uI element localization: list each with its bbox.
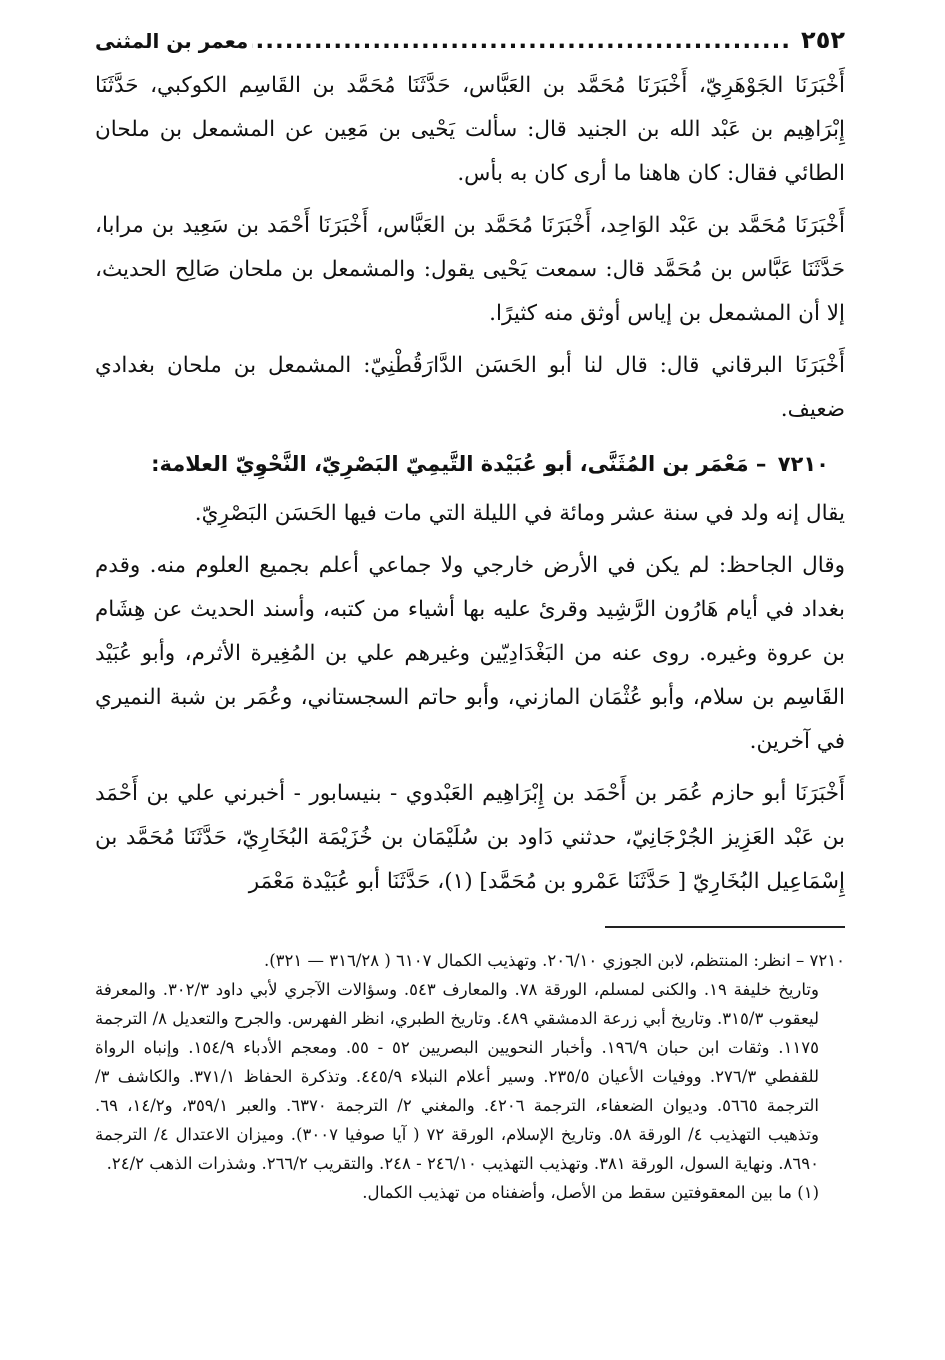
entry-title: مَعْمَر بن المُثَنَّى، أبو عُبَيْدة التَّيمِيّ البَصْرِيّ، النَّحْوِيّ العلامة: [151, 452, 749, 476]
paragraph: يقال إنه ولد في سنة عشر ومائة في الليلة التي مات فيها الحَسَن البَصْرِيّ. [194, 501, 845, 526]
document-page [95, 26, 845, 1207]
paragraph: أَخْبَرَنَا الجَوْهَرِيّ، أَخْبَرَنَا مُحَمَّد بن العَبَّاس، حَدَّثَنَا مُحَمَّد بن القَاسِم الكوكبي، حَدَّثَنَا إِبْرَاهِيم بن عَبْد الله بن الجنيد قال: سألت يَحْيى بن مَعِين عن المشمعل بن ملحان الطائي فقال: كان هاهنا ما أرى كان به بأس. [95, 73, 845, 186]
paragraph: وقال الجاحظ: لم يكن في الأرض خارجي ولا جماعي أعلم بجميع العلوم منه. وقدم بغداد في أيام هَارُون الرَّشِيد وقرئ عليه بها أشياء من كتبه، وأسند الحديث عن هِشَام بن عروة وغيره. روى عنه من البَغْدَادِيّين وغيرهم علي بن المُغِيرة الأثرم، وأبو عُبَيْد القَاسِم بن سلام، وأبو عُثْمَان المازني، وأبو حاتم السجستاني، وعُمَر بن شبة النميري في آخرين. [95, 553, 845, 754]
footnote-note-1: (١) ما بين المعقوفتين سقط من الأصل، وأضفناه من تهذيب الكمال. [362, 1183, 819, 1202]
paragraph: أَخْبَرَنَا البرقاني قال: قال لنا أبو الحَسَن الدَّارَقُطْنِيّ: المشمعل بن ملحان بغدادي ضعيف. [95, 353, 845, 422]
footnote-entry-sources: وتاريخ خليفة ١٩. والكنى لمسلم، الورقة ٧٨. والمعارف ٥٤٣. وسؤالات الآجري لأبي داود ٣٠٢/٣. والمعرفة ليعقوب ٣١٥/٣. وتاريخ أبي زرعة الدمشقي ٤٨٩. وتاريخ الطبري، انظر الفهرس. والجرح والتعديل ٨/ الترجمة ١١٧٥. وثقات ابن حبان ١٩٦/٩. وأخبار النحويين البصريين ٥٢ - ٥٥. ومعجم الأدباء ١٥٤/٩. وإنباه الرواة للقفطي ٢٧٦/٣. ووفيات الأعيان ٢٣٥/٥. وسير أعلام النبلاء ٤٤٥/٩. وتذكرة الحفاظ ٣٧١/١. والكاشف ٣/ الترجمة ٥٦٦٥. وديوان الضعفاء، الترجمة ٤٢٠٦. والمغني ٢/ الترجمة ٦٣٧٠. والعبر ٣٥٩/١، و١٤/٢، ٦٩. وتذهيب التهذيب ٤/ الورقة ٥٨. وتاريخ الإسلام، الورقة ٧٢ ( آيا صوفيا ٣٠٠٧). وميزان الاعتدال ٤/ الترجمة ٨٦٩٠. ونهاية السول، الورقة ٣٨١. وتهذيب التهذيب ٢٤٦/١٠ - ٢٤٨. والتقريب ٢٦٦/٢. وشذرات الذهب ٢٤/٢. [95, 980, 820, 1173]
leader-dots [252, 28, 791, 54]
page-number: ٢٥٢ [801, 26, 845, 54]
entry-number: ٧٢١٠ [777, 452, 829, 476]
footnotes [95, 946, 845, 1207]
footnote-entry-first-line: ٧٢١٠ – انظر: المنتظم، لابن الجوزي ٢٠٦/١٠. وتهذيب الكمال ٦١٠٧ ( ٣١٦/٢٨ — ٣٢١). [263, 951, 845, 970]
running-header [95, 26, 845, 64]
paragraph: أَخْبَرَنَا مُحَمَّد بن عَبْد الوَاحِد، أَخْبَرَنَا مُحَمَّد بن العَبَّاس، أَخْبَرَنَا أَحْمَد بن سَعِيد بن مرابا، حَدَّثَنَا عَبَّاس بن مُحَمَّد قال: سمعت يَحْيى يقول: والمشمعل بن ملحان صَالِح الحديث، إلا أن المشمعل بن إياس أوثق منه كثيرًا. [95, 213, 845, 326]
body-text [95, 64, 845, 904]
running-title: معمر بن المثنى [95, 29, 249, 53]
paragraph: أَخْبَرَنَا أبو حازم عُمَر بن أَحْمَد بن إِبْرَاهِيم العَبْدوي - بنيسابور - أخبرني علي بن أَحْمَد بن عَبْد العَزِيز الجُرْجَانِيّ، حدثني دَاود بن سُلَيْمَان بن خُزَيْمَة البُخَارِيّ، حَدَّثَنَا مُحَمَّد بن إِسْمَاعِيل البُخَارِيّ [ حَدَّثَنَا عَمْرو بن مُحَمَّد] (١)، حَدَّثَنَا أبو عُبَيْدة مَعْمَر [95, 781, 845, 894]
entry-dash: – [755, 452, 767, 476]
footnote-separator [605, 926, 845, 928]
entry-heading [95, 440, 829, 488]
